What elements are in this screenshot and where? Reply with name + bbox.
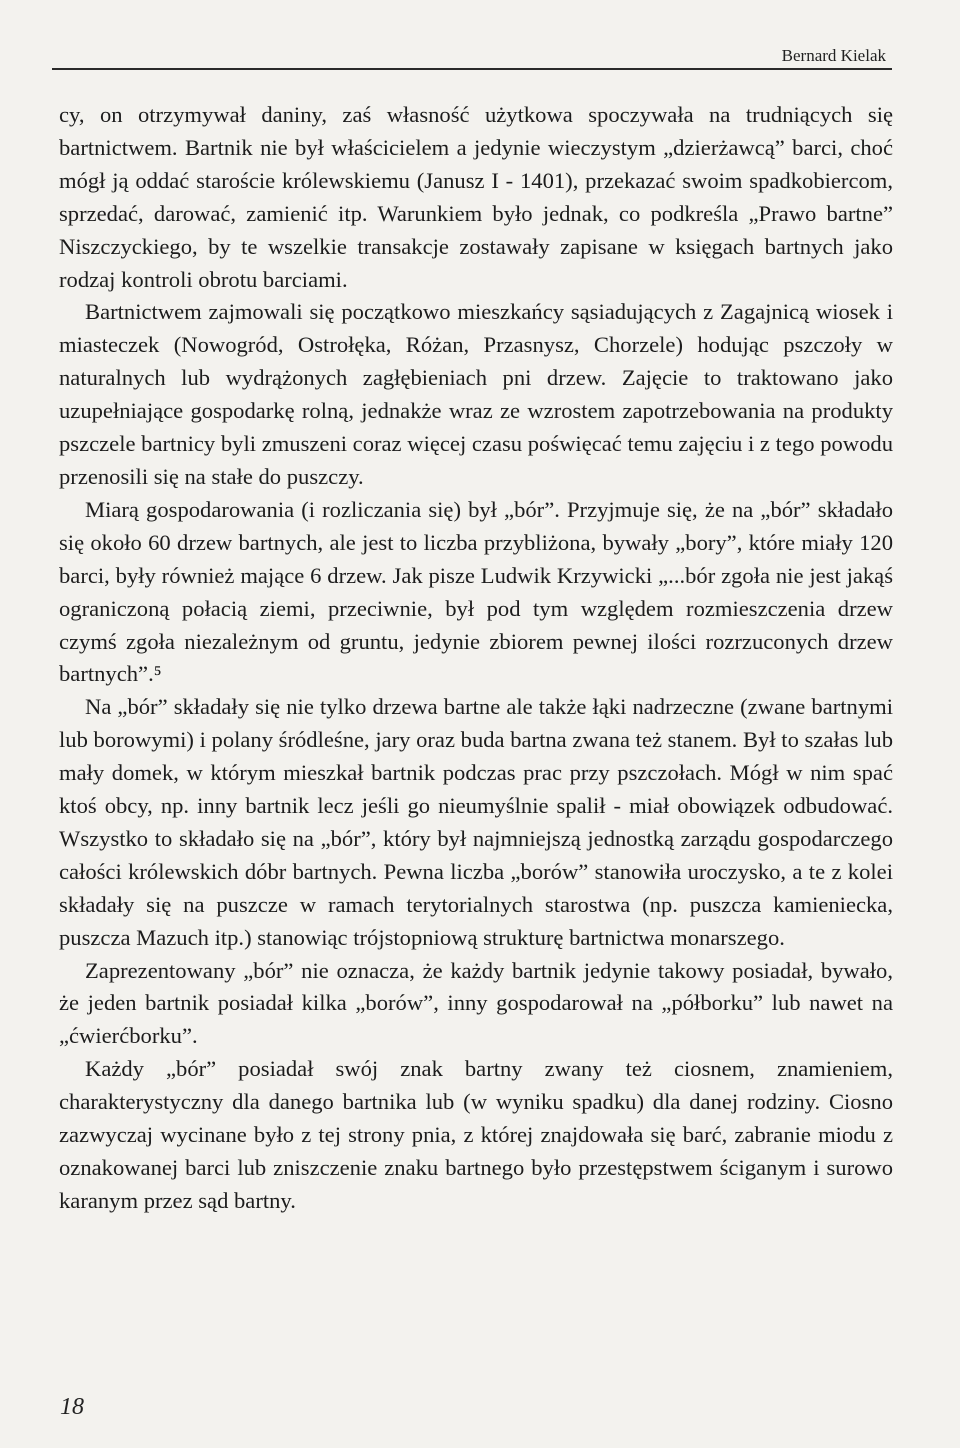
paragraph: Bartnictwem zajmowali się początkowo mieszkańcy sąsiadujących z Zagajnicą wiosek i miasteczek (Nowogród, Ostrołęka, Różan, Przasnysz, Chorzele) hodując pszczoły w naturalnych lub wydrążonych zagłębieniach pni drzew. Zajęcie to traktowano jako uzupełniające gospodarkę rolną, jednakże wraz ze wzrostem zapotrzebowania na produkty pszczele bartnicy byli zmuszeni coraz więcej czasu poświęcać temu zajęciu i z tego powodu przenosili się na stałe do puszczy. bbox=[59, 299, 893, 489]
paragraph: Na „bór” składały się nie tylko drzewa bartne ale także łąki nadrzeczne (zwane bartnymi lub borowymi) i polany śródleśne, jary oraz buda bartna zwana też stanem. Był to szałas lub mały domek, w którym mieszkał bartnik podczas prac przy pszczołach. Mógł w nim spać ktoś obcy, np. inny bartnik lecz jeśli go nieumyślnie spalił - miał obowiązek odbudować. Wszystko to składało się na „bór”, który był najmniejszą jednostką zarządu gospodarczego całości królewskich dóbr bartnych. Pewna liczba „borów” stanowiła uroczysko, a te z kolei składały się na puszcze w ramach terytorialnych starostwa (np. puszcza kamieniecka, puszcza Mazuch itp.) stanowiąc trójstopniową strukturę bartnictwa monarszego. bbox=[59, 694, 893, 950]
paragraph: cy, on otrzymywał daniny, zaś własność użytkowa spoczywała na trudniących się bartnictwem. Bartnik nie był właścicielem a jedynie wieczystym „dzierżawcą” barci, choć mógł ją oddać staroście królewskiemu (Janusz I - 1401), przekazać swoim spadkobiercom, sprzedać, darować, zamienić itp. Warunkiem było jednak, co podkreśla „Prawo bartne” Niszczyckiego, by te wszelkie transakcje zostawały zapisane w księgach bartnych jako rodzaj kontroli obrotu barciami. bbox=[59, 102, 893, 292]
running-header bbox=[52, 46, 892, 70]
page-number: 18 bbox=[60, 1394, 84, 1420]
body-text bbox=[59, 99, 893, 1218]
running-title: Bernard Kielak bbox=[781, 46, 886, 65]
paragraph: Miarą gospodarowania (i rozliczania się) był „bór”. Przyjmuje się, że na „bór” składało się około 60 drzew bartnych, ale jest to liczba przybliżona, bywały „bory”, które miały 120 barci, były również mające 6 drzew. Jak pisze Ludwik Krzywicki „...bór zgoła nie jest jakąś ograniczoną połacią ziemi, przeciwnie, był pod tym względem rozmieszczenia drzew czymś zgoła niezależnym od gruntu, jedynie zbiorem pewnej ilości rozrzuconych drzew bartnych”.⁵ bbox=[59, 496, 893, 687]
paragraph: Każdy „bór” posiadał swój znak bartny zwany też ciosnem, znamieniem, charakterystyczny dla danego bartnika lub (w wyniku spadku) dla danej rodziny. Ciosno zazwyczaj wycinane było z tej strony pnia, z której znajdowała się barć, zabranie miodu z oznakowanej barci lub zniszczenie znaku bartnego było przestępstwem ściganym i surowo karanym przez sąd bartny. bbox=[59, 1056, 893, 1213]
paragraph: Zaprezentowany „bór” nie oznacza, że każdy bartnik jedynie takowy posiadał, bywało, że jeden bartnik posiadał kilka „borów”, inny gospodarował na „półborku” lub nawet na „ćwierćborku”. bbox=[59, 957, 893, 1049]
